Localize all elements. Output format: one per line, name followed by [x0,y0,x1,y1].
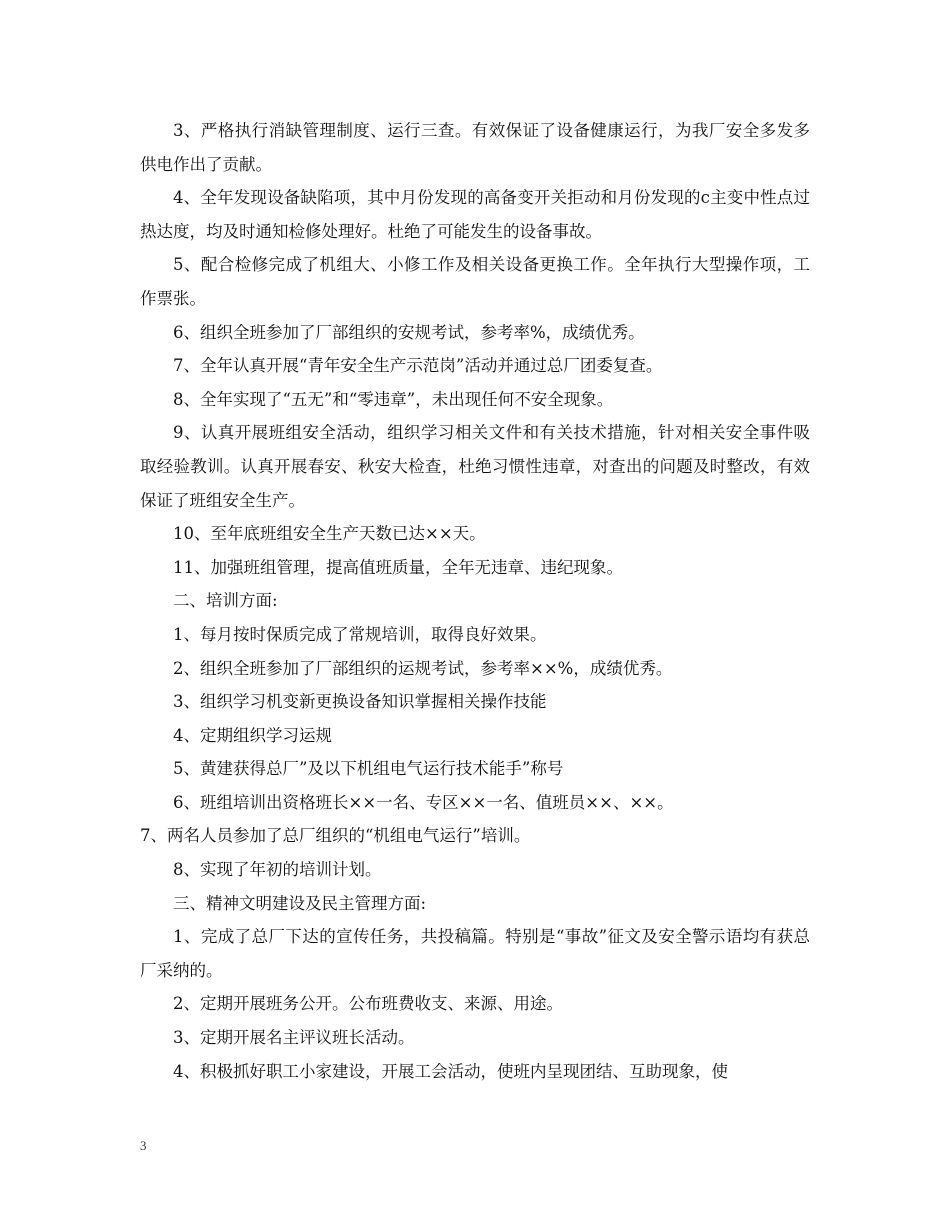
paragraph: 4、积极抓好职工小家建设，开展工会活动，使班内呈现团结、互助现象，使 [173,1061,728,1081]
paragraph: 5、黄建获得总厂”及以下机组电气运行技术能手”称号 [173,759,564,779]
paragraph: 2、定期开展班务公开。公布班费收支、来源、用途。 [173,994,563,1014]
paragraph: 3、严格执行消缺管理制度、运行三查。有效保证了设备健康运行，为我厂安全多发多供电作出了贡献。 [140,121,810,174]
paragraph: 7、全年认真开展“青年安全生产示范岗”活动并通过总厂团委复查。 [173,356,663,376]
paragraph: 3、定期开展名主评议班长活动。 [173,1028,415,1048]
paragraph: 2、组织全班参加了厂部组织的运规考试，参考率××%，成绩优秀。 [173,658,673,678]
paragraph: 8、全年实现了“五无”和“零违章”，未出现任何不安全现象。 [173,389,614,409]
paragraph: 5、配合检修完成了机组大、小修工作及相关设备更换工作。全年执行大型操作项，工作票张。 [140,255,810,308]
section-heading: 三、精神文明建设及民主管理方面: [173,893,427,913]
paragraph: 8、实现了年初的培训计划。 [173,860,382,880]
paragraph: 6、组织全班参加了厂部组织的安规考试，参考率%，成绩优秀。 [173,322,645,342]
document-body [140,114,810,1088]
paragraph: 1、每月按时保质完成了常规培训，取得良好效果。 [173,624,547,644]
paragraph: 1、完成了总厂下达的宣传任务，共投稿篇。特别是“事故”征文及安全警示语均有获总厂采纳的。 [140,927,810,980]
paragraph: 9、认真开展班组安全活动，组织学习相关文件和有关技术措施，针对相关安全事件吸取经验教训。认真开展春安、秋安大检查，杜绝习惯性违章，对查出的问题及时整改，有效保证了班组安全生产。 [140,423,810,510]
paragraph: 3、组织学习机变新更换设备知识掌握相关操作技能 [173,692,547,712]
paragraph: 11、加强班组管理，提高值班质量，全年无违章、违纪现象。 [173,557,623,577]
page-number: 3 [140,1138,147,1153]
paragraph: 10、至年底班组安全生产天数已达××天。 [173,524,486,544]
section-heading: 二、培训方面: [173,591,278,611]
paragraph: 7、两名人员参加了总厂组织的“机组电气运行”培训。 [140,826,531,846]
paragraph: 4、定期组织学习运规 [173,725,332,745]
paragraph: 6、班组培训出资格班长××一名、专区××一名、值班员××、××。 [173,792,674,812]
paragraph: 4、全年发现设备缺陷项，其中月份发现的高备变开关拒动和月份发现的c主变中性点过热达度，均及时通知检修处理好。杜绝了可能发生的设备事故。 [140,188,810,241]
